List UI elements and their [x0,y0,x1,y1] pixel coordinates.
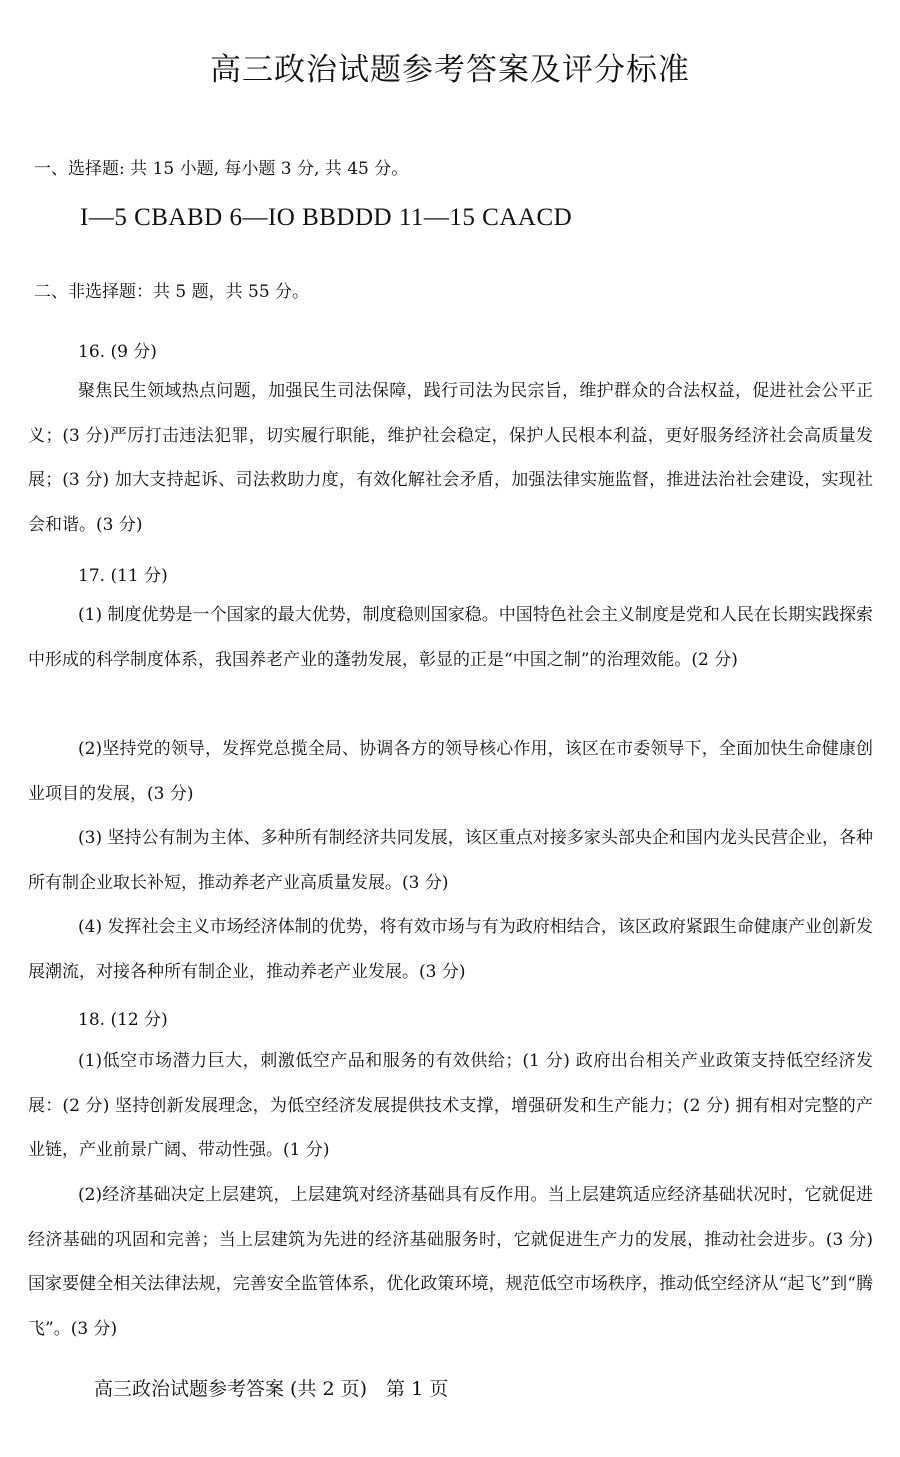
multiple-choice-answers: I—5 CBABD 6—IO BBDDD 11—15 CAACD [80,204,573,231]
page-title: 高三政治试题参考答案及评分标准 [210,52,690,88]
question-17-point-3: (3) 坚持公有制为主体、多种所有制经济共同发展，该区重点对接多家头部央企和国内龙头民营企业，各种所有制企业取长补短，推动养老产业高质量发展。(3 分) [28,828,873,893]
question-18-point-1: (1)低空市场潜力巨大，刺激低空产品和服务的有效供给；(1 分) 政府出台相关产业政策支持低空经济发展：(2 分) 坚持创新发展理念，为低空经济发展提供技术支撑，增强研发和生产能力；(2 分) 拥有相对完整的产业链，产业前景广阔、带动性强。(1 分) [28,1051,873,1160]
question-17-heading: 17. (11 分) [78,566,168,586]
question-16-answer: 聚焦民生领域热点问题，加强民生司法保障，践行司法为民宗旨，维护群众的合法权益，促进社会公平正义；(3 分)严厉打击违法犯罪，切实履行职能，维护社会稳定，保护人民根本利益，更好服务经济社会高质量发展；(3 分) 加大支持起诉、司法救助力度，有效化解社会矛盾，加强法律实施监督，推进法治社会建设，实现社会和谐。(3 分) [28,381,873,535]
page-footer: 高三政治试题参考答案 (共 2 页) 第 1 页 [94,1378,449,1400]
question-16-heading: 16. (9 分) [78,342,157,362]
section-multiple-choice-heading: 一、选择题: 共 15 小题, 每小题 3 分, 共 45 分。 [34,159,409,179]
section-non-choice-heading: 二、非选择题：共 5 题，共 55 分。 [34,282,310,302]
question-18-point-2: (2)经济基础决定上层建筑，上层建筑对经济基础具有反作用。当上层建筑适应经济基础状况时，它就促进经济基础的巩固和完善；当上层建筑为先进的经济基础服务时，它就促进生产力的发展，推动社会进步。(3 分) 国家要健全相关法律法规，完善安全监管体系，优化政策环境，规范低空市场秩序，推动低空经济从“起飞”到“腾飞”。(3 分) [28,1185,873,1339]
question-18-heading: 18. (12 分) [78,1010,168,1030]
question-17-point-4: (4) 发挥社会主义市场经济体制的优势，将有效市场与有为政府相结合，该区政府紧跟生命健康产业创新发展潮流，对接各种所有制企业，推动养老产业发展。(3 分) [28,917,873,982]
question-17-point-2: (2)坚持党的领导，发挥党总揽全局、协调各方的领导核心作用，该区在市委领导下，全面加快生命健康创业项目的发展，(3 分) [28,739,873,804]
question-17-point-1: (1) 制度优势是一个国家的最大优势，制度稳则国家稳。中国特色社会主义制度是党和人民在长期实践探索中形成的科学制度体系，我国养老产业的蓬勃发展，彰显的正是“中国之制”的治理效能。(2 分) [28,605,873,670]
